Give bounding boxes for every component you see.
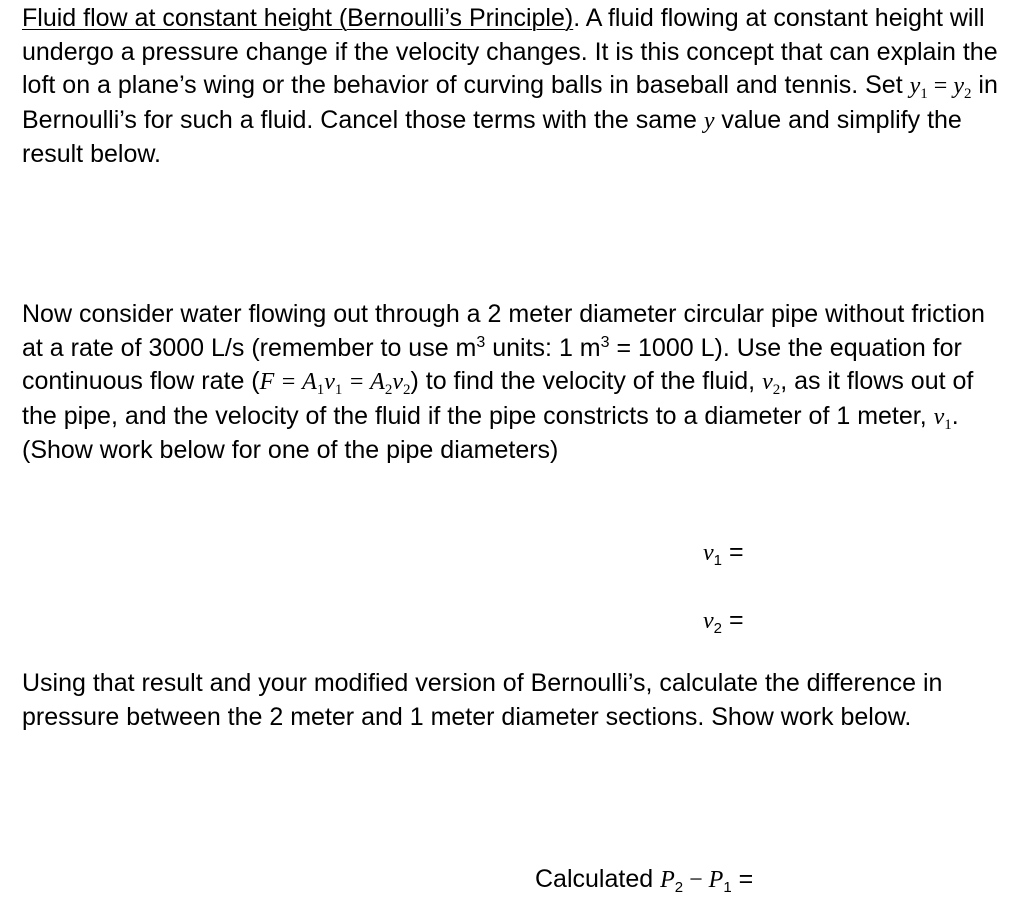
var-y: y (703, 107, 715, 134)
var-y2: $y_2$ (953, 73, 972, 102)
section-title: Fluid flow at constant height (Bernoulli’s Principle) (22, 4, 574, 32)
calculated-pressure-difference-label: Calculated $P_2 - P_1$ = (535, 865, 754, 896)
var-v2: $v_2$ (762, 369, 781, 398)
var-y1: $y_1$ (909, 73, 928, 102)
answer-v1-label: $v_1$ = (703, 538, 744, 569)
paragraph-pipe-flow: Now consider water flowing out through a 2 meter diameter circular pipe without friction at a rate of 3000 L/s (remember to use $m^3$ units: 1 $m^3 = 1000$ L). Use the equation for continuous flow rate $(F = A_1v_1 = A_2v_2)$ to find the velocity of the fluid, $v_2$, as it flows out of the pipe, and the velocity of the fluid if the pipe constricts to a diameter of 1 meter, $v_1$. (Show work below for one of the pipe diameters) (22, 300, 985, 464)
continuity-equation: $F = A_1v_1 = A_2v_2$ (259, 369, 411, 398)
answer-v2-label: $v_2$ = (703, 606, 744, 637)
paragraph-bernoulli-intro: Fluid flow at constant height (Bernoulli’s Principle). A fluid flowing at constant height will undergo a pressure change if the velocity changes. It is this concept that can explain the loft on a plane’s wing or the behavior of curving balls in baseball and tennis. Set $y_1 = y_2$ in Bernoulli’s for such a fluid. Cancel those terms with the same y value and simplify the result below. (22, 4, 998, 168)
paragraph-pressure-difference: Using that result and your modified version of Bernoulli’s, calculate the difference in pressure between the 2 meter and 1 meter diameter sections. Show work below. (22, 669, 943, 731)
var-v1: $v_1$ (933, 403, 952, 433)
